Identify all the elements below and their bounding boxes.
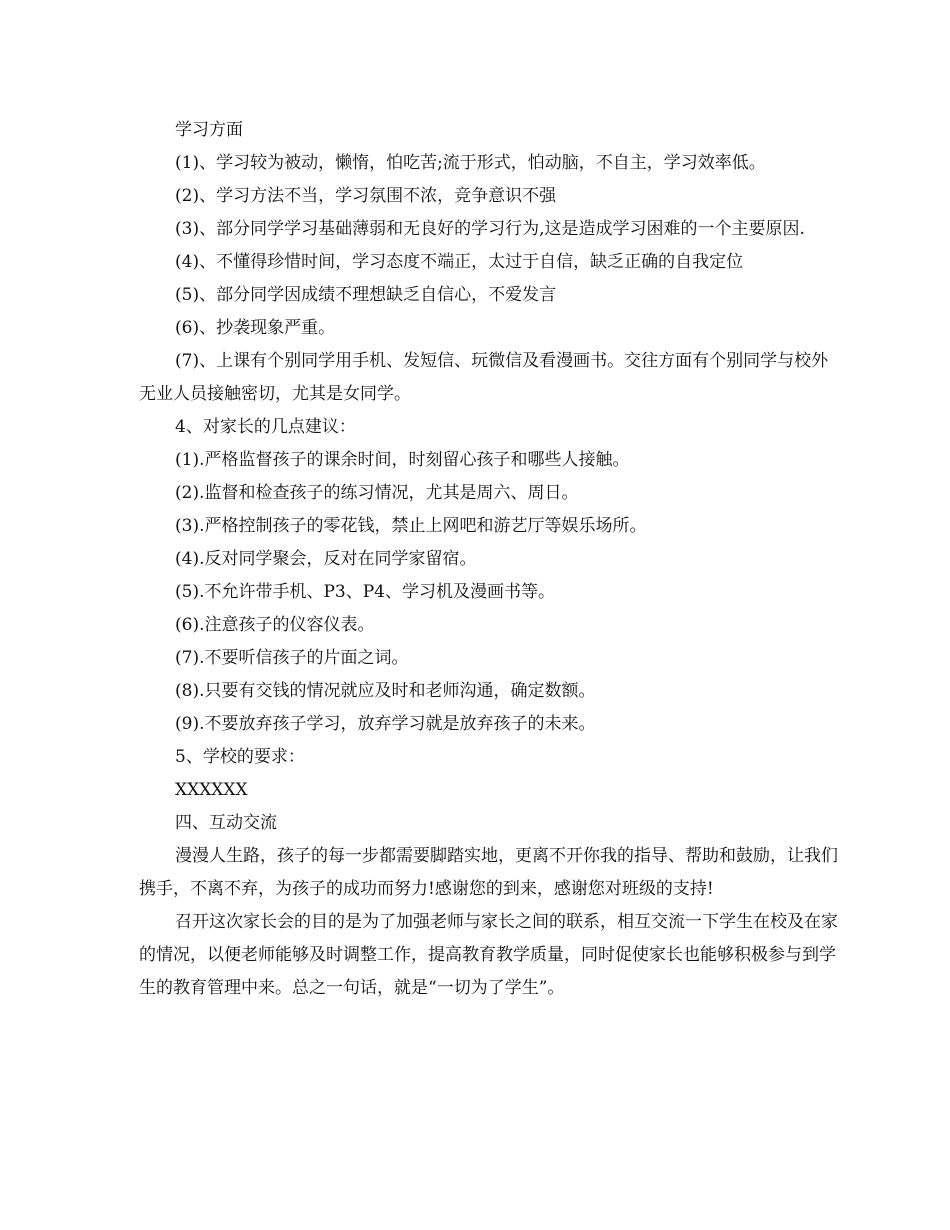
advice-item-3: (3).严格控制孩子的零花钱，禁止上网吧和游艺厅等娱乐场所。: [175, 516, 647, 536]
section-heading-interaction: 四、互动交流: [175, 813, 277, 833]
study-item-2: (2)、学习方法不当，学习氛围不浓，竞争意识不强: [175, 186, 557, 206]
section-heading-parent-advice: 4、对家长的几点建议：: [175, 417, 356, 437]
closing-paragraph-2: 召开这次家长会的目的是为了加强老师与家长之间的联系，相互交流一下学生在校及在家的情况，以便老师能够及时调整工作，提高教育教学质量，同时促使家长也能够积极参与到学生的教育管理中来。总之一句话，就是“一切为了学生”。: [139, 912, 838, 998]
advice-item-7: (7).不要听信孩子的片面之词。: [175, 648, 409, 668]
advice-item-2: (2).监督和检查孩子的练习情况，尤其是周六、周日。: [175, 483, 579, 503]
advice-item-5: (5).不允许带手机、P3、P4、学习机及漫画书等。: [175, 582, 555, 602]
advice-item-1: (1).严格监督孩子的课余时间，时刻留心孩子和哪些人接触。: [175, 450, 630, 470]
school-requirements-placeholder: XXXXXX: [175, 780, 248, 800]
study-item-5: (5)、部分同学因成绩不理想缺乏自信心，不爱发言: [175, 285, 557, 305]
study-item-3: (3)、部分同学学习基础薄弱和无良好的学习行为,这是造成学习困难的一个主要原因.: [175, 219, 805, 239]
advice-item-4: (4).反对同学聚会，反对在同学家留宿。: [175, 549, 477, 569]
closing-paragraph-1: 漫漫人生路，孩子的每一步都需要脚踏实地，更离不开你我的指导、帮助和鼓励，让我们携手，不离不弃，为孩子的成功而努力!感谢您的到来，感谢您对班级的支持!: [139, 846, 838, 899]
advice-item-9: (9).不要放弃孩子学习，放弃学习就是放弃孩子的未来。: [175, 714, 596, 734]
study-item-1: (1)、学习较为被动，懒惰，怕吃苦;流于形式，怕动脑，不自主，学习效率低。: [175, 153, 766, 173]
advice-item-8: (8).只要有交钱的情况就应及时和老师沟通，确定数额。: [175, 681, 596, 701]
document-body: [139, 114, 839, 1005]
study-item-7: (7)、上课有个别同学用手机、发短信、玩微信及看漫画书。交往方面有个别同学与校外无业人员接触密切，尤其是女同学。: [139, 351, 829, 404]
section-heading-school-requirements: 5、学校的要求：: [175, 747, 305, 767]
study-item-6: (6)、抄袭现象严重。: [175, 318, 336, 338]
advice-item-6: (6).注意孩子的仪容仪表。: [175, 615, 375, 635]
study-item-4: (4)、不懂得珍惜时间，学习态度不端正，太过于自信，缺乏正确的自我定位: [175, 252, 744, 272]
section-heading-study: 学习方面: [175, 120, 243, 140]
